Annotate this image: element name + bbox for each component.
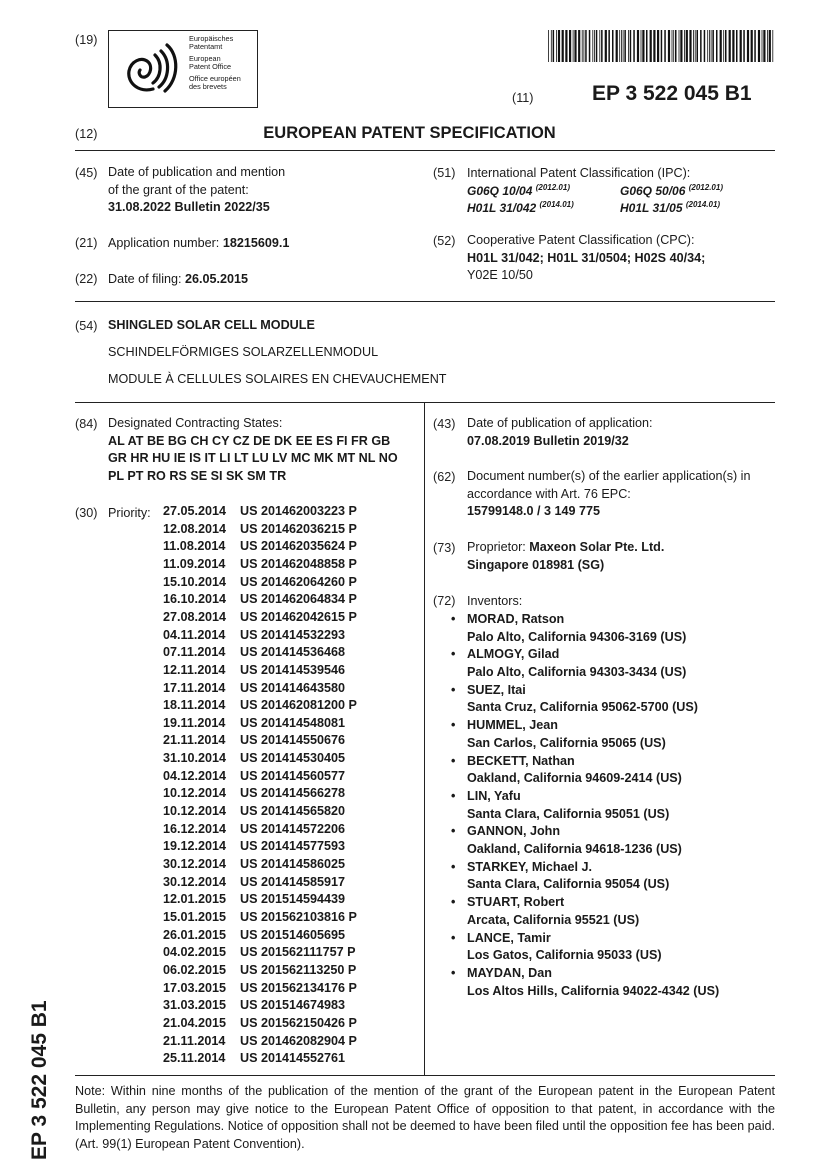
logo-line: Patent Office <box>189 62 232 72</box>
logo-line: Patentamt <box>189 42 223 52</box>
priority-number: US 201514674983 <box>240 998 346 1013</box>
divider <box>75 1075 775 1076</box>
priority-date: 18.11.2014 <box>163 698 226 713</box>
earlier-value: 15799148.0 / 3 149 775 <box>467 504 601 519</box>
title-german: SCHINDELFÖRMIGES SOLARZELLENMODUL <box>108 345 379 359</box>
ipc-code: G06Q 50/06 $^{(2012.01)}$ <box>620 183 723 198</box>
bullet-icon: • <box>451 612 456 626</box>
priority-date: 04.12.2014 <box>163 768 227 783</box>
priority-number: US 201462064834 P <box>240 592 357 607</box>
inventor-name: MAYDAN, Dan <box>467 966 552 980</box>
app-pub-value: 07.08.2019 Bulletin 2019/32 <box>467 433 629 448</box>
app-pub-label: Date of publication of application: <box>467 416 653 430</box>
inventor-address: Santa Clara, California 95054 (US) <box>467 877 670 892</box>
proprietor <box>467 539 664 574</box>
priority-number: US 201414560577 <box>240 768 346 783</box>
inventor-name: SUEZ, Itai <box>467 682 526 697</box>
application-number-label: Application number: <box>108 236 220 250</box>
priority-number: US 201414586025 <box>240 857 346 871</box>
priority-date: 12.01.2015 <box>163 892 227 907</box>
priority-date: 19.11.2014 <box>163 715 226 730</box>
priority-date: 30.12.2014 <box>163 874 227 889</box>
document-title: EUROPEAN PATENT SPECIFICATION <box>263 124 556 142</box>
priority-date: 07.11.2014 <box>163 645 226 660</box>
priority-date: 17.03.2015 <box>163 980 227 995</box>
priority-date: 16.12.2014 <box>163 821 227 836</box>
priority-date: 17.11.2014 <box>163 680 226 695</box>
side-document-number: EP 3 522 045 B1 <box>28 1000 51 1160</box>
inventor-name: GANNON, John <box>467 824 561 839</box>
code-72: (72) <box>433 594 456 608</box>
priority-date: 21.11.2014 <box>163 733 226 748</box>
priority-number: US 201414536468 <box>240 645 346 660</box>
title-french: MODULE À CELLULES SOLAIRES EN CHEVAUCHEMENT <box>108 372 447 386</box>
inventor-name: STUART, Robert <box>467 895 565 910</box>
barcode <box>548 30 776 62</box>
priority-date: 27.08.2014 <box>163 609 227 624</box>
priority-date: 12.08.2014 <box>163 521 227 536</box>
priority-number: US 201414539546 <box>240 662 346 677</box>
priority-number: US 201414530405 <box>240 751 346 766</box>
filing-date-value: 26.05.2015 <box>185 272 249 286</box>
divider <box>75 402 775 403</box>
priority-date: 25.11.2014 <box>163 1051 226 1066</box>
priority-number: US 201562111757 P <box>240 945 356 960</box>
priority-number: US 201562150426 P <box>240 1015 357 1030</box>
inventor-name: BECKETT, Nathan <box>467 753 575 768</box>
code-21: (21) <box>75 236 98 250</box>
inventor-name: STARKEY, Michael J. <box>467 859 593 874</box>
inventors-label: Inventors: <box>467 594 523 608</box>
logo-line: Europäisches <box>189 34 234 43</box>
inventor-address: Palo Alto, California 94303-3434 (US) <box>467 665 687 680</box>
inventor-address: San Carlos, California 95065 (US) <box>467 735 666 750</box>
priority-label: Priority: <box>108 506 151 520</box>
priority-number: US 201462035624 P <box>240 539 357 554</box>
inventor-name: LIN, Yafu <box>467 789 521 803</box>
priority-number: US 201414585917 <box>240 874 346 889</box>
code-22: (22) <box>75 272 98 286</box>
bullet-icon: • <box>451 895 456 910</box>
grant-label-2: of the grant of the patent: <box>108 182 249 197</box>
inventor-name: HUMMEL, Jean <box>467 718 558 733</box>
priority-date: 30.12.2014 <box>163 857 227 871</box>
priority-date: 31.10.2014 <box>163 751 227 766</box>
priority-date: 19.12.2014 <box>163 839 227 854</box>
code-12: (12) <box>75 127 98 141</box>
code-43: (43) <box>433 417 456 431</box>
ipc-code: H01L 31/042 $^{(2014.01)}$ <box>467 200 574 215</box>
logo-line: European <box>189 53 221 63</box>
divider <box>75 150 775 151</box>
bullet-icon: • <box>451 859 456 874</box>
cpc-line: H01L 31/042; H01L 31/0504; H02S 40/34; <box>467 250 706 265</box>
code-19: (19) <box>75 33 98 47</box>
inventor-name: LANCE, Tamir <box>467 930 551 945</box>
priority-number: US 201414552761 <box>240 1051 346 1066</box>
earlier-label-1: Document number(s) of the earlier application(s) in <box>467 469 751 483</box>
priority-date: 12.11.2014 <box>163 662 226 677</box>
priority-date: 21.04.2015 <box>163 1015 227 1030</box>
priority-number: US 201462082904 P <box>240 1033 357 1048</box>
epo-logo-icon <box>109 31 185 107</box>
inventor-address: Los Altos Hills, California 94022-4342 (US) <box>467 983 720 998</box>
application-number <box>108 236 289 250</box>
inventor-address: Arcata, California 95521 (US) <box>467 912 640 927</box>
priority-date: 10.12.2014 <box>163 786 227 801</box>
code-62: (62) <box>433 470 456 484</box>
earlier-application <box>467 468 750 521</box>
ipc-code: H01L 31/05 $^{(2014.01)}$ <box>620 200 721 215</box>
grant-publication <box>108 164 285 217</box>
proprietor-name: Maxeon Solar Pte. Ltd. <box>529 540 665 554</box>
priority-number: US 201414577593 <box>240 839 346 854</box>
proprietor-label: Proprietor: <box>467 540 526 554</box>
application-number-value: 18215609.1 <box>222 236 290 250</box>
code-51: (51) <box>433 166 456 180</box>
inventor-name: ALMOGY, Gilad <box>467 647 560 662</box>
code-45: (45) <box>75 166 98 180</box>
filing-date-label: Date of filing: <box>108 272 182 286</box>
priority-number: US 201462042615 P <box>240 609 357 624</box>
filing-date <box>108 272 248 286</box>
inventor-address: Oakland, California 94609-2414 (US) <box>467 771 682 786</box>
divider <box>75 301 775 302</box>
bullet-icon: • <box>451 930 456 945</box>
cpc-block <box>467 232 705 285</box>
opposition-note: Note: Within nine months of the publication of the mention of the grant of the European patent in the European Patent Bulletin, any person may give notice to the European Patent Office of opposition to that patent, in accordance with the Implementing Regulations. Notice of opposition shall not be deemed to have been filed until the opposition fee has been paid. (Art. 99(1) European Patent Convention). <box>75 1084 775 1151</box>
code-84: (84) <box>75 417 98 431</box>
priority-number: US 201414550676 <box>240 733 346 748</box>
title-english: SHINGLED SOLAR CELL MODULE <box>108 318 315 332</box>
priority-number: US 201562113250 P <box>240 962 357 977</box>
priority-date: 11.08.2014 <box>163 539 226 554</box>
designated-states <box>108 415 398 486</box>
priority-number: US 201562134176 P <box>240 980 357 995</box>
states-label: Designated Contracting States: <box>108 416 283 430</box>
document-number: EP 3 522 045 B1 <box>592 82 752 105</box>
priority-number: US 201414572206 <box>240 821 346 836</box>
priority-number: US 201462064260 P <box>240 574 357 589</box>
inventor-address: Palo Alto, California 94306-3169 (US) <box>467 629 687 644</box>
priority-date: 11.09.2014 <box>163 556 226 571</box>
epo-logo <box>108 30 258 108</box>
logo-line: Office européen <box>189 73 241 83</box>
earlier-label-2: accordance with Art. 76 EPC: <box>467 486 631 501</box>
priority-number: US 201414532293 <box>240 627 346 642</box>
priority-date: 15.10.2014 <box>163 574 227 589</box>
priority-date: 04.02.2015 <box>163 945 227 960</box>
bullet-icon: • <box>451 718 456 733</box>
priority-date: 15.01.2015 <box>163 909 227 924</box>
inventor-address: Santa Clara, California 95051 (US) <box>467 806 670 821</box>
proprietor-address: Singapore 018981 (SG) <box>467 557 605 572</box>
application-publication <box>467 415 653 450</box>
inventor-address: Los Gatos, California 95033 (US) <box>467 948 662 963</box>
states-line: PL PT RO RS SE SI SK SM TR <box>108 469 287 484</box>
states-line: GR HR HU IE IS IT LI LT LU LV MC MK MT NL NO <box>108 451 398 466</box>
epo-logo-text <box>189 35 241 91</box>
inventor-address: Oakland, California 94618-1236 (US) <box>467 842 682 857</box>
inventor-address: Santa Cruz, California 95062-5700 (US) <box>467 700 698 715</box>
priority-number: US 201414566278 <box>240 786 346 801</box>
cpc-line: Y02E 10/50 <box>467 268 533 283</box>
inventor-name: MORAD, Ratson <box>467 612 565 626</box>
logo-line: des brevets <box>189 82 227 92</box>
priority-date: 31.03.2015 <box>163 998 227 1013</box>
priority-number: US 201562103816 P <box>240 909 357 924</box>
priority-number: US 201462048858 P <box>240 556 357 571</box>
priority-number: US 201462081200 P <box>240 698 357 713</box>
priority-date: 26.01.2015 <box>163 927 227 942</box>
priority-date: 06.02.2015 <box>163 962 227 977</box>
priority-date: 04.11.2014 <box>163 627 226 642</box>
code-73: (73) <box>433 541 456 555</box>
bullet-icon: • <box>451 966 456 980</box>
priority-number: US 201514605695 <box>240 927 346 942</box>
priority-number: US 201414643580 <box>240 680 346 695</box>
bullet-icon: • <box>451 824 456 839</box>
priority-number: US 201514594439 <box>240 892 346 907</box>
priority-date: 16.10.2014 <box>163 592 227 607</box>
bullet-icon: • <box>451 682 456 697</box>
code-54: (54) <box>75 319 98 333</box>
ipc-label: International Patent Classification (IPC): <box>467 166 691 180</box>
grant-value: 31.08.2022 Bulletin 2022/35 <box>108 200 270 215</box>
priority-date: 27.05.2014 <box>163 504 227 518</box>
bullet-icon: • <box>451 789 456 803</box>
priority-number: US 201414565820 <box>240 804 346 819</box>
priority-number: US 201462036215 P <box>240 521 357 536</box>
bullet-icon: • <box>451 647 456 662</box>
code-11: (11) <box>512 91 534 105</box>
bullet-icon: • <box>451 753 456 768</box>
states-line: AL AT BE BG CH CY CZ DE DK EE ES FI FR GB <box>108 433 391 448</box>
grant-label-1: Date of publication and mention <box>108 165 286 179</box>
column-divider <box>424 402 425 1075</box>
code-30: (30) <box>75 506 98 520</box>
priority-number: US 201462003223 P <box>240 504 357 518</box>
priority-date: 10.12.2014 <box>163 804 227 819</box>
priority-date: 21.11.2014 <box>163 1033 226 1048</box>
ipc-code: G06Q 10/04 $^{(2012.01)}$ <box>467 183 570 198</box>
cpc-label: Cooperative Patent Classification (CPC): <box>467 233 695 247</box>
code-52: (52) <box>433 234 456 248</box>
priority-number: US 201414548081 <box>240 715 346 730</box>
